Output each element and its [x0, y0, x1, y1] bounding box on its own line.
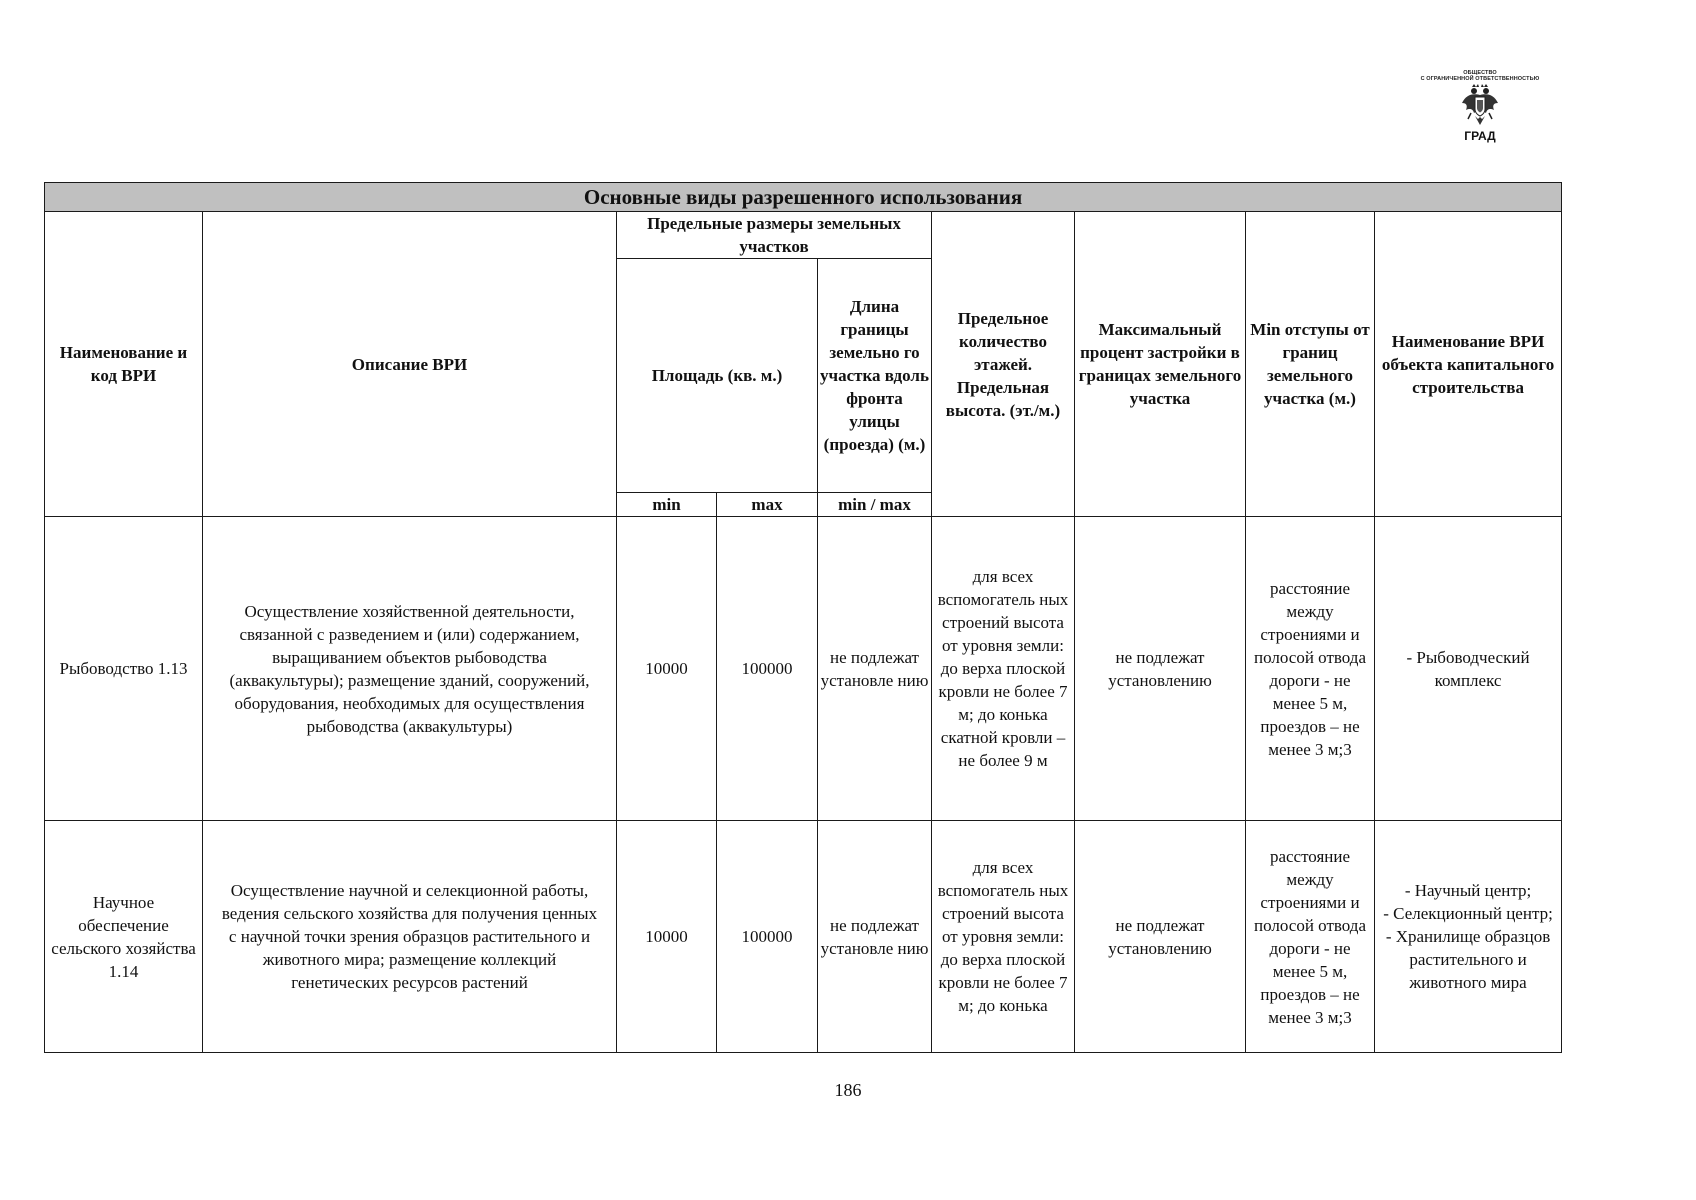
header-object-name: Наименование ВРИ объекта капитального строительства [1375, 212, 1562, 517]
cell-coverage: не подлежат установлению [1075, 517, 1246, 821]
cell-coverage: не подлежат установлению [1075, 821, 1246, 1053]
page-number: 186 [834, 1080, 862, 1100]
cell-area-max: 100000 [717, 517, 818, 821]
table-row [45, 821, 1562, 1053]
cell-name-code: Рыбоводство 1.13 [45, 517, 203, 821]
permitted-use-table [44, 182, 1562, 1053]
table-row [45, 517, 1562, 821]
table-title: Основные виды разрешенного использования [45, 183, 1562, 212]
table-title-row [45, 183, 1562, 212]
cell-object-name: - Рыбоводческий комплекс [1375, 517, 1562, 821]
cell-floors: для всех вспомогатель ных строений высота от уровня земли: до верха плоской кровли не более 7 м; до конька [932, 821, 1075, 1053]
cell-area-min: 10000 [617, 517, 717, 821]
header-area: Площадь (кв. м.) [617, 259, 818, 493]
header-area-max: max [717, 493, 818, 517]
header-name-code: Наименование и код ВРИ [45, 212, 203, 517]
cell-object-name: - Научный центр; - Селекционный центр; - Хранилище образцов растительного и животного мира [1375, 821, 1562, 1053]
header-description: Описание ВРИ [203, 212, 617, 517]
cell-area-max: 100000 [717, 821, 818, 1053]
cell-setbacks: расстояние между строениями и полосой отвода дороги - не менее 5 м, проездов – не менее 3 м;3 [1246, 517, 1375, 821]
header-row-1 [45, 212, 1562, 259]
header-frontage: Длина границы земельно го участка вдоль фронта улицы (проезда) (м.) [818, 259, 932, 493]
cell-name-code: Научное обеспечение сельского хозяйства 1.14 [45, 821, 203, 1053]
logo-name: ГРАД [1464, 129, 1496, 143]
cell-frontage: не подлежат установле нию [818, 821, 932, 1053]
header-coverage: Максимальный процент застройки в границах земельного участка [1075, 212, 1246, 517]
header-floors: Предельное количество этажей. Предельная высота. (эт./м.) [932, 212, 1075, 517]
cell-setbacks: расстояние между строениями и полосой отвода дороги - не менее 5 м, проездов – не менее 3 м;3 [1246, 821, 1375, 1053]
header-plot-limits: Предельные размеры земельных участков [617, 212, 932, 259]
cell-description: Осуществление научной и селекционной работы, ведения сельского хозяйства для получения ценных с научной точки зрения образцов растительного и животного мира; размещение коллекций генетических ресурсов растений [203, 821, 617, 1053]
header-frontage-min-max: min / max [818, 493, 932, 517]
header-setbacks: Min отступы от границ земельного участка (м.) [1246, 212, 1375, 517]
cell-description: Осуществление хозяйственной деятельности, связанной с разведением и (или) содержанием, выращиванием объектов рыбоводства (аквакультуры); размещение зданий, сооружений, оборудования, необходимых для осуществления рыбоводства (аквакультуры) [203, 517, 617, 821]
double-headed-eagle-icon [1460, 83, 1500, 129]
header-area-min: min [617, 493, 717, 517]
company-logo [1392, 70, 1568, 154]
cell-floors: для всех вспомогатель ных строений высота от уровня земли: до верха плоской кровли не более 7 м; до конька скатной кровли – не более 9 м [932, 517, 1075, 821]
logo-org-text: ОБЩЕСТВО С ОГРАНИЧЕННОЙ ОТВЕТСТВЕННОСТЬЮ [1420, 70, 1540, 82]
cell-area-min: 10000 [617, 821, 717, 1053]
cell-frontage: не подлежат установле нию [818, 517, 932, 821]
